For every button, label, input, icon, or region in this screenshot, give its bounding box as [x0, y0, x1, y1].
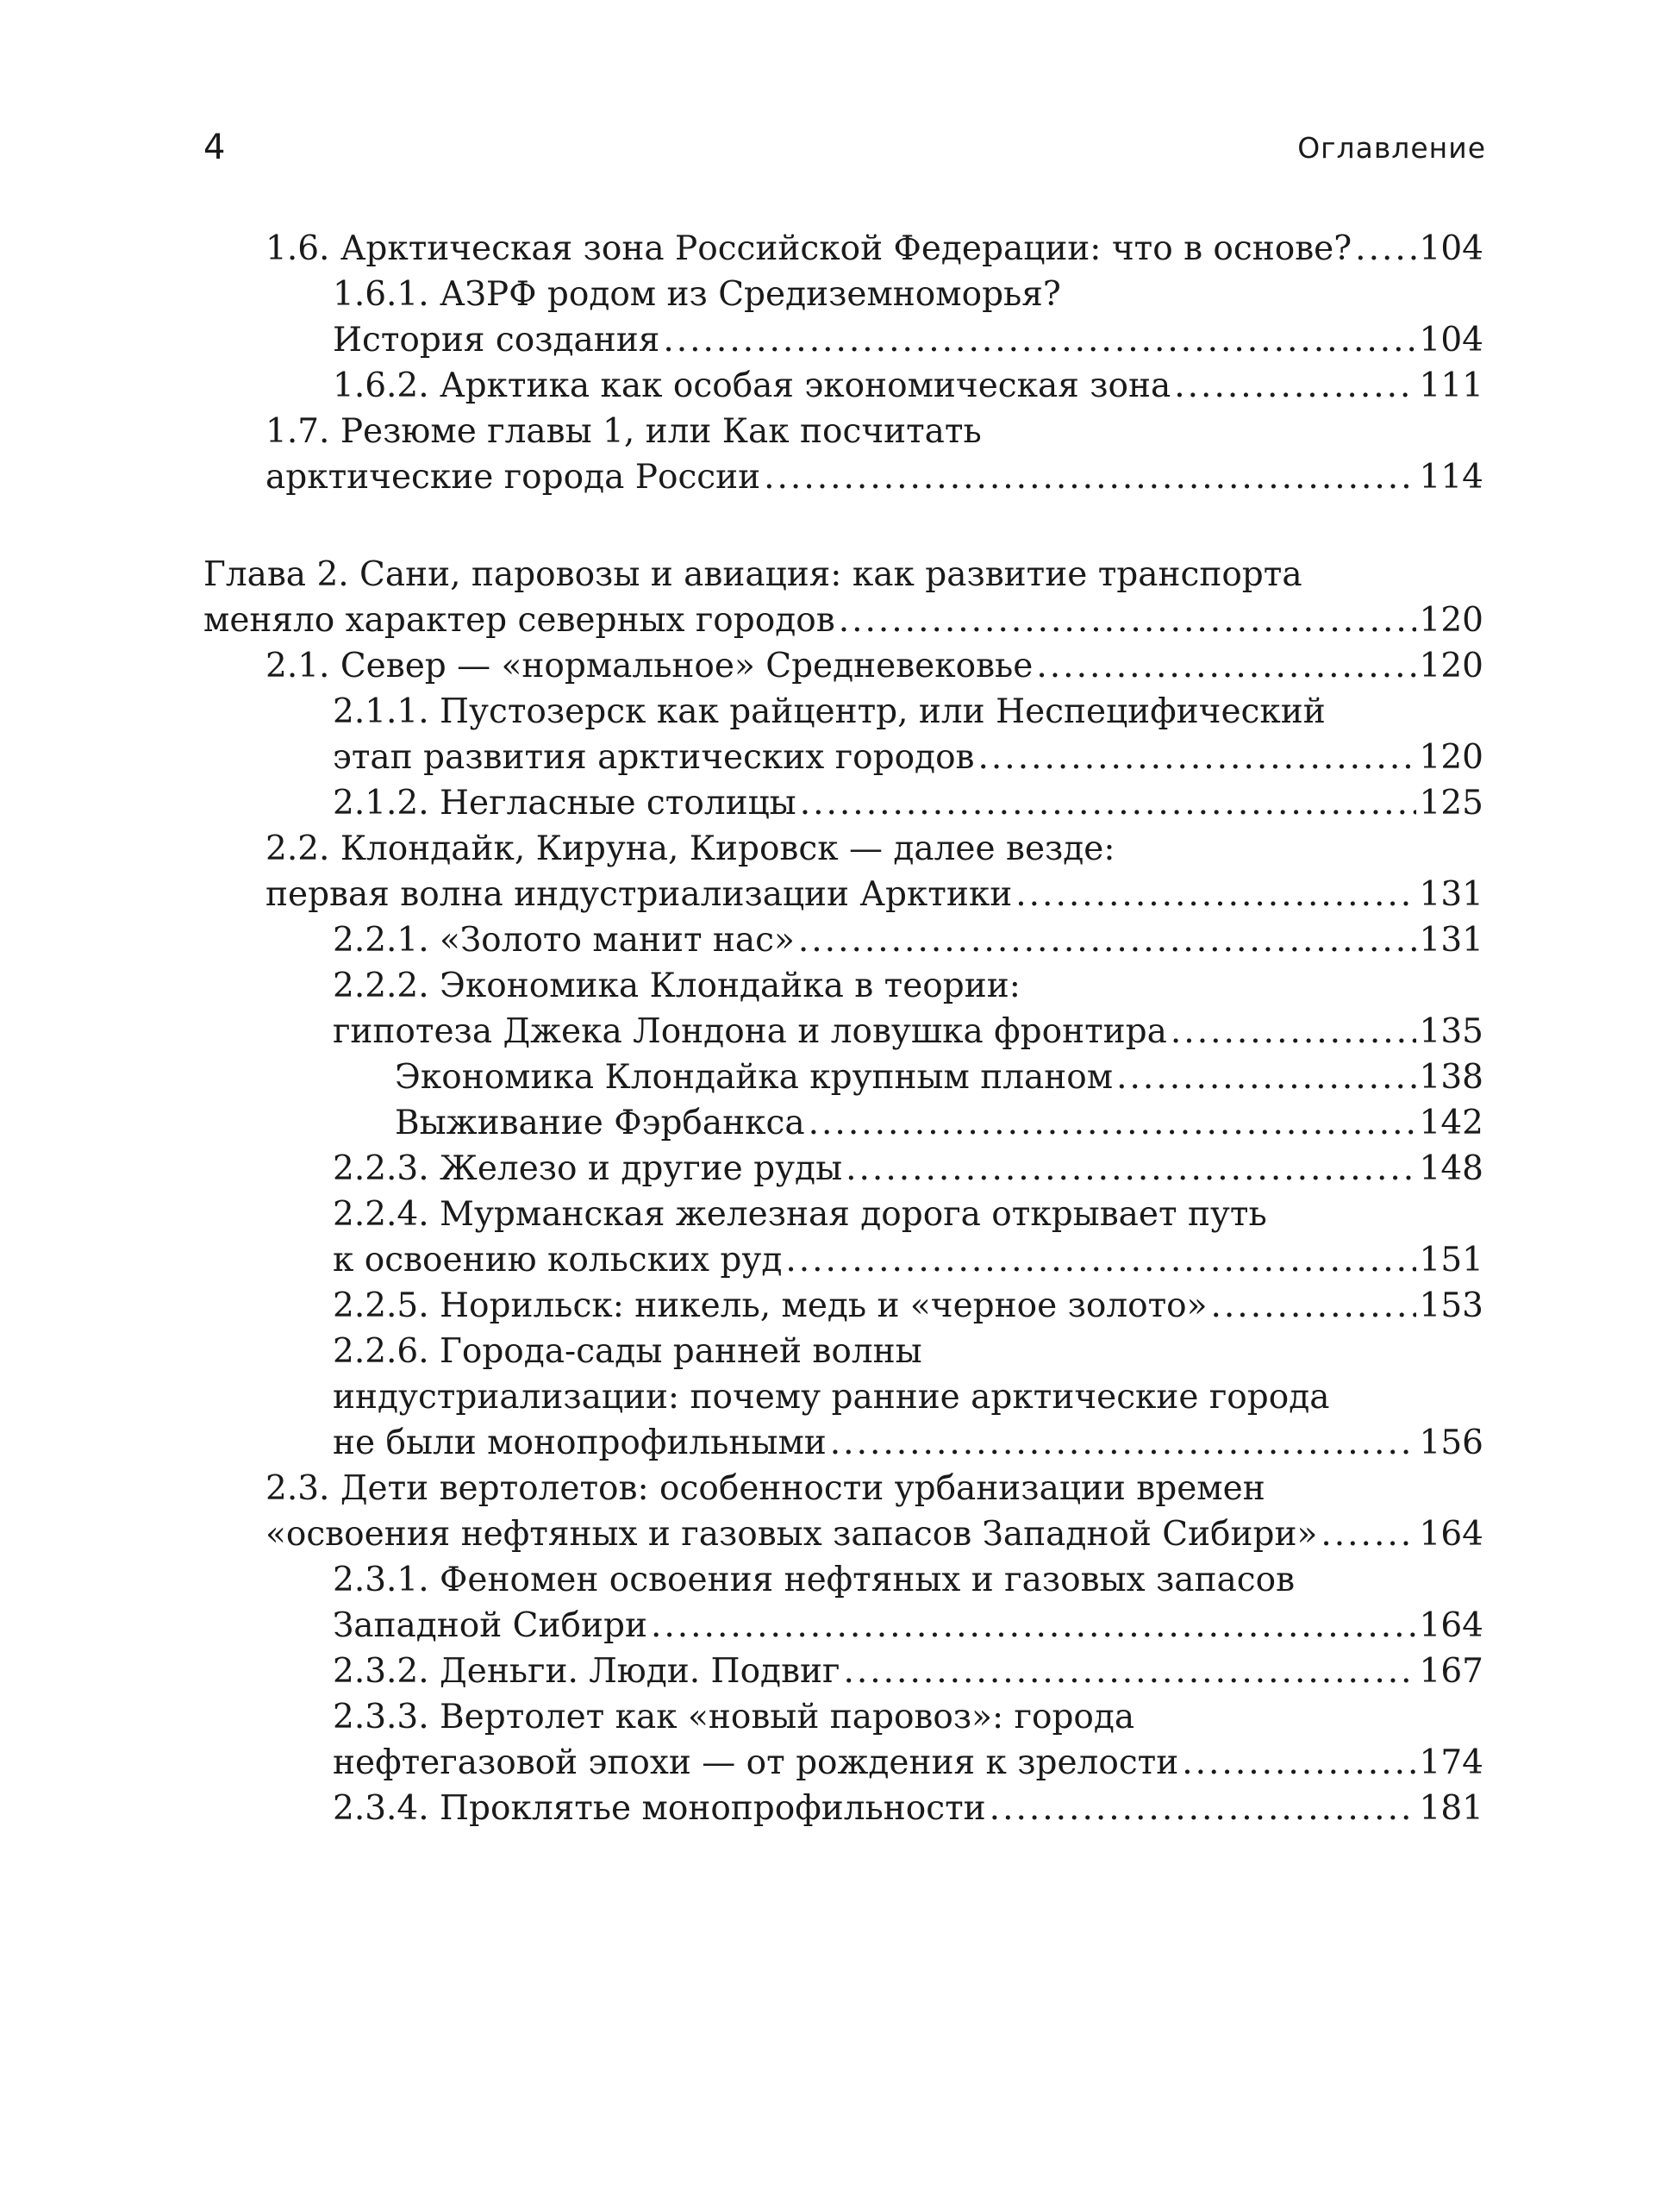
- dot-leader: [1015, 872, 1415, 917]
- dot-leader: [843, 1649, 1415, 1694]
- toc-entry-title-line: арктические города России: [265, 458, 761, 497]
- toc-entry[interactable]: [203, 1100, 1483, 1146]
- toc-page-number: 164: [1419, 1606, 1483, 1645]
- toc-page-number: 120: [1419, 647, 1483, 685]
- toc-entry-title-line: История создания: [333, 321, 660, 360]
- dot-leader: [764, 454, 1415, 500]
- toc-entry[interactable]: [203, 1192, 1483, 1283]
- toc-entry-title-line: гипотеза Джека Лондона и ловушка фронтира: [333, 1012, 1167, 1051]
- toc-entry[interactable]: [203, 226, 1483, 272]
- toc-entry-title-line: Экономика Клондайка крупным планом: [395, 1058, 1114, 1097]
- toc-entry[interactable]: [203, 409, 1483, 500]
- toc-entry[interactable]: [203, 1786, 1483, 1831]
- toc-entry-title-line: 2.2.6. Города-сады ранней волны: [333, 1332, 922, 1371]
- toc-entry-title-line: 2.3.3. Вертолет как «новый паровоз»: города: [333, 1698, 1135, 1736]
- dot-leader: [1171, 1009, 1416, 1054]
- toc-entry-title-line: первая волна индустриализации Арктики: [265, 875, 1013, 914]
- toc-page-number: 114: [1419, 458, 1483, 497]
- toc-entry-title-line: 2.2.1. «Золото манит нас»: [333, 921, 795, 960]
- toc-page-number: 156: [1419, 1424, 1483, 1462]
- dot-leader: [1116, 1054, 1415, 1100]
- toc-entry-title-line: 2.1. Север — «нормальное» Средневековье: [265, 647, 1034, 685]
- toc-entry-title-line: 1.6.2. Арктика как особая экономическая зона: [333, 366, 1171, 405]
- toc-entry-title-line: к освоению кольских руд: [333, 1241, 783, 1280]
- toc-entry[interactable]: [203, 1329, 1483, 1466]
- toc-entry-title-line: 1.6.1. АЗРФ родом из Средиземноморья?: [333, 275, 1061, 314]
- dot-leader: [809, 1100, 1416, 1146]
- toc-page-number: 164: [1419, 1515, 1483, 1554]
- toc-entry[interactable]: [203, 1466, 1483, 1557]
- toc-page-number: 104: [1419, 229, 1483, 268]
- toc-entry[interactable]: [203, 1649, 1483, 1694]
- toc-entry-title-line: 2.2. Клондайк, Кируна, Кировск — далее везде:: [265, 829, 1115, 868]
- dot-leader: [1211, 1283, 1416, 1329]
- toc-page-number: 120: [1419, 601, 1483, 640]
- toc-page-number: 138: [1419, 1058, 1483, 1097]
- dot-leader: [1036, 643, 1415, 689]
- toc-entry-title-line: 2.1.1. Пустозерск как райцентр, или Неспецифический: [333, 692, 1326, 731]
- running-header: Оглавление: [1297, 131, 1486, 165]
- dot-leader: [1182, 1740, 1415, 1786]
- toc-entry[interactable]: [203, 552, 1483, 643]
- toc-page-number: 104: [1419, 321, 1483, 360]
- dot-leader: [663, 317, 1415, 363]
- toc-entry-title-line: 2.1.2. Негласные столицы: [333, 784, 796, 823]
- toc-entry[interactable]: [203, 689, 1483, 780]
- toc-entry[interactable]: [203, 272, 1483, 363]
- toc-page-number: 111: [1419, 366, 1483, 405]
- dot-leader: [1355, 226, 1415, 272]
- toc-entry-title-line: меняло характер северных городов: [203, 601, 835, 640]
- toc-page-number: 131: [1419, 921, 1483, 960]
- toc-entry-title-line: Глава 2. Сани, паровозы и авиация: как развитие транспорта: [203, 555, 1302, 594]
- table-of-contents: [203, 226, 1483, 1831]
- toc-page-number: 131: [1419, 875, 1483, 914]
- dot-leader: [978, 735, 1416, 780]
- toc-page-number: 167: [1419, 1652, 1483, 1691]
- toc-entry-title-line: «освоения нефтяных и газовых запасов Западной Сибири»: [265, 1515, 1318, 1554]
- toc-entry-title-line: Западной Сибири: [333, 1606, 647, 1645]
- toc-entry[interactable]: [203, 643, 1483, 689]
- toc-entry[interactable]: [203, 1283, 1483, 1329]
- toc-entry-title-line: 1.7. Резюме главы 1, или Как посчитать: [265, 412, 982, 451]
- toc-entry-title-line: индустриализации: почему ранние арктические города: [333, 1378, 1330, 1417]
- dot-leader: [1321, 1511, 1415, 1557]
- toc-entry[interactable]: [203, 1557, 1483, 1649]
- page-number: 4: [203, 128, 226, 167]
- toc-entry[interactable]: [203, 780, 1483, 826]
- dot-leader: [990, 1786, 1416, 1831]
- toc-entry-title-line: 2.2.4. Мурманская железная дорога открывает путь: [333, 1195, 1267, 1234]
- toc-entry-title-line: 2.3.2. Деньги. Люди. Подвиг: [333, 1652, 840, 1691]
- toc-entry-title-line: не были монопрофильными: [333, 1424, 827, 1462]
- dot-leader: [800, 780, 1416, 826]
- dot-leader: [1174, 363, 1415, 409]
- toc-page-number: 120: [1419, 738, 1483, 777]
- toc-entry-title-line: 2.2.2. Экономика Клондайка в теории:: [333, 967, 1021, 1005]
- toc-entry-title-line: 1.6. Арктическая зона Российской Федерации: что в основе?: [265, 229, 1352, 268]
- toc-entry[interactable]: [203, 826, 1483, 917]
- toc-entry-title-line: Выживание Фэрбанкса: [395, 1104, 805, 1142]
- toc-page-number: 142: [1419, 1104, 1483, 1142]
- toc-entry[interactable]: [203, 1694, 1483, 1786]
- toc-entry-title-line: нефтегазовой эпохи — от рождения к зрелости: [333, 1743, 1179, 1782]
- toc-page-number: 181: [1419, 1789, 1483, 1828]
- toc-entry-title-line: 2.2.5. Норильск: никель, медь и «черное золото»: [333, 1286, 1208, 1325]
- toc-page-number: 135: [1419, 1012, 1483, 1051]
- toc-page-number: 151: [1419, 1241, 1483, 1280]
- toc-page-number: 125: [1419, 784, 1483, 823]
- toc-page-number: 174: [1419, 1743, 1483, 1782]
- toc-entry[interactable]: [203, 917, 1483, 963]
- dot-leader: [846, 1146, 1415, 1192]
- dot-leader: [830, 1420, 1416, 1466]
- toc-entry[interactable]: [203, 363, 1483, 409]
- dot-leader: [785, 1237, 1415, 1283]
- toc-entry-title-line: 2.3.1. Феномен освоения нефтяных и газовых запасов: [333, 1561, 1296, 1599]
- toc-entry-title-line: этап развития арктических городов: [333, 738, 975, 777]
- toc-page-number: 153: [1419, 1286, 1483, 1325]
- toc-entry[interactable]: [203, 1146, 1483, 1192]
- toc-entry[interactable]: [203, 963, 1483, 1054]
- toc-entry[interactable]: [203, 1054, 1483, 1100]
- dot-leader: [839, 598, 1416, 643]
- toc-entry-title-line: 2.2.3. Железо и другие руды: [333, 1149, 843, 1188]
- toc-entry-title-line: 2.3.4. Проклятье монопрофильности: [333, 1789, 986, 1828]
- dot-leader: [651, 1603, 1416, 1649]
- toc-entry-title-line: 2.3. Дети вертолетов: особенности урбанизации времен: [265, 1469, 1265, 1508]
- toc-page-number: 148: [1419, 1149, 1483, 1188]
- dot-leader: [798, 917, 1416, 963]
